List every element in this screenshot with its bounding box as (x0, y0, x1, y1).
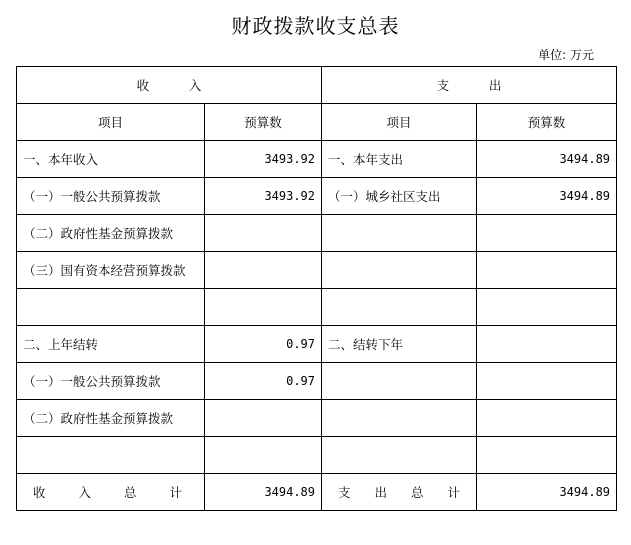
income-total-chars (23, 483, 198, 501)
expense-item-cell: 一、本年支出 (322, 141, 477, 178)
income-char: 计 (169, 485, 182, 500)
expense-value-cell: 3494.89 (477, 141, 617, 178)
table-row (17, 178, 617, 215)
expense-total-label (322, 474, 477, 511)
income-value-cell (205, 252, 322, 289)
expense-item-cell: （一）城乡社区支出 (322, 178, 477, 215)
unit-label: 单位: 万元 (538, 48, 594, 62)
income-value-cell: 0.97 (205, 326, 322, 363)
expense-value-cell (477, 289, 617, 326)
expense-total-chars (328, 483, 470, 501)
income-value-cell: 3493.92 (205, 141, 322, 178)
expense-item-cell (322, 215, 477, 252)
expense-value-cell (477, 252, 617, 289)
section-header-row (17, 67, 617, 104)
table-body (17, 141, 617, 474)
income-item-cell: （二）政府性基金预算拨款 (17, 400, 205, 437)
income-item-cell: 一、本年收入 (17, 141, 205, 178)
column-header-row (17, 104, 617, 141)
table-row (17, 289, 617, 326)
income-value-cell (205, 215, 322, 252)
income-item-cell (17, 437, 205, 474)
expense-total-value: 3494.89 (477, 474, 617, 511)
expense-char: 支 (338, 485, 351, 500)
income-item-cell: 二、上年结转 (17, 326, 205, 363)
expense-value-cell: 3494.89 (477, 178, 617, 215)
income-char: 收 (33, 485, 46, 500)
income-value-cell (205, 437, 322, 474)
expense-value-cell (477, 400, 617, 437)
budget-table (16, 66, 617, 511)
income-item-cell: （三）国有资本经营预算拨款 (17, 252, 205, 289)
table-row (17, 363, 617, 400)
income-item-cell: （二）政府性基金预算拨款 (17, 215, 205, 252)
income-total-label (17, 474, 205, 511)
expense-value-cell (477, 326, 617, 363)
totals-row (17, 474, 617, 511)
income-value-cell: 0.97 (205, 363, 322, 400)
income-section-header: 收 入 (17, 67, 322, 104)
expense-item-cell (322, 400, 477, 437)
income-value-cell (205, 289, 322, 326)
expense-item-cell (322, 437, 477, 474)
table-row (17, 141, 617, 178)
expense-item-cell: 二、结转下年 (322, 326, 477, 363)
table-row (17, 437, 617, 474)
income-item-cell (17, 289, 205, 326)
expense-char: 计 (447, 485, 460, 500)
income-item-cell: （一）一般公共预算拨款 (17, 178, 205, 215)
income-char: 入 (78, 485, 91, 500)
table-row (17, 400, 617, 437)
page-title: 财政拨款收支总表 (231, 14, 400, 38)
table-row (17, 215, 617, 252)
expense-budget-header: 预算数 (477, 104, 617, 141)
expense-item-cell (322, 252, 477, 289)
income-total-value: 3494.89 (205, 474, 322, 511)
table-row (17, 252, 617, 289)
income-item-cell: （一）一般公共预算拨款 (17, 363, 205, 400)
expense-item-header: 项目 (322, 104, 477, 141)
expense-item-cell (322, 289, 477, 326)
expense-value-cell (477, 215, 617, 252)
table-row (17, 326, 617, 363)
expense-value-cell (477, 363, 617, 400)
income-char: 总 (123, 485, 137, 500)
expense-value-cell (477, 437, 617, 474)
income-item-header: 项目 (17, 104, 205, 141)
expense-char: 出 (374, 485, 388, 500)
income-value-cell (205, 400, 322, 437)
income-value-cell: 3493.92 (205, 178, 322, 215)
expense-section-header: 支 出 (322, 67, 617, 104)
expense-item-cell (322, 363, 477, 400)
expense-char: 总 (410, 485, 424, 500)
income-budget-header: 预算数 (205, 104, 322, 141)
